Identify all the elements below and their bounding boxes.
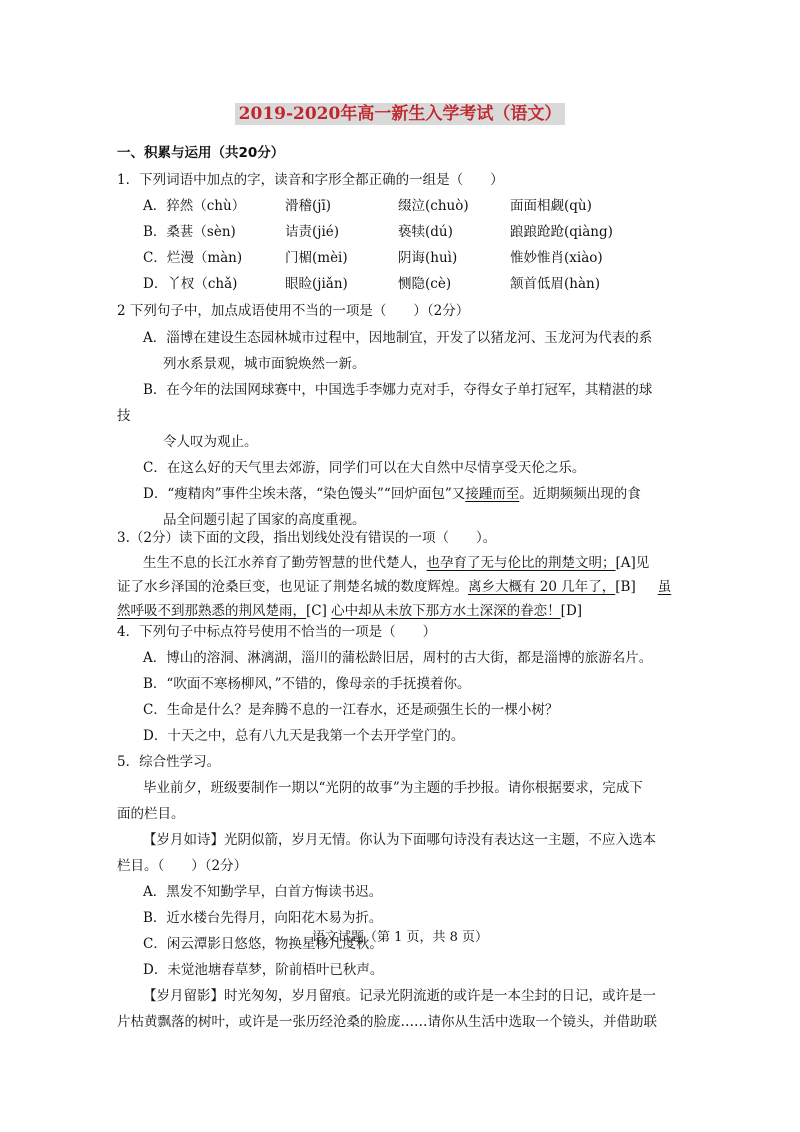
question-4-option-c: C．生命是什么？是奔腾不息的一江春水，还是顽强生长的一棵小树？ [143, 702, 559, 718]
question-5-option-a: A．黑发不知勤学早，白首方悔读书迟。 [143, 884, 383, 900]
question-5-subsection-2-cont: 片枯黄飘落的树叶，或许是一张历经沧桑的脸庞……请你从生活中选取一个镜头，并借助联 [117, 1014, 657, 1030]
question-4-option-a: A．博山的溶洞、淋漓湖，淄川的蒲松龄旧居，周村的古大街，都是淄博的旅游名片。 [143, 650, 653, 666]
question-1-option-c-item-4: 惟妙惟肖(xiào) [510, 250, 603, 266]
question-1-option-b-item-4: 踉踉跄跄(qiàng) [510, 224, 613, 240]
question-2-option-d: D．“瘦精肉”事件尘埃未落，“染色馒头”“回炉面包”又接踵而至。近期频频出现的食 [143, 486, 641, 502]
question-3-stem: 3.（2分）读下面的文段，指出划线处没有错误的一项（ ）。 [117, 530, 497, 546]
question-2-option-b-cont: 技 [117, 408, 131, 424]
underlined-segment-c-start: 虽 [657, 579, 672, 595]
question-5-stem: 5．综合性学习。 [117, 754, 221, 770]
question-1-option-d-item-1: D．丫杈（chǎ) [143, 276, 238, 292]
underlined-segment-c: 然呼吸不到那熟悉的荆风楚雨， [117, 603, 306, 619]
question-2-option-c: C．在这么好的天气里去郊游，同学们可以在大自然中尽情享受天伦之乐。 [143, 460, 586, 476]
question-5-subsection-1-cont: 栏目。（ ）（2分） [117, 858, 248, 874]
question-5-option-b: B．近水楼台先得月，向阳花木易为折。 [143, 910, 383, 926]
question-1-option-a-item-1: A．猝然（chù） [143, 198, 246, 214]
question-2-stem: 2 下列句子中，加点成语使用不当的一项是（ ）（2分） [117, 303, 470, 319]
question-5-intro: 毕业前夕，班级要制作一期以“光阴的故事”为主题的手抄报。请你根据要求，完成下 [143, 780, 643, 796]
question-5-option-c: C．闲云潭影日悠悠，物换星移几度秋。 [143, 936, 383, 952]
question-1-option-b-item-3: 亵犊(dú) [398, 224, 453, 240]
question-1-option-d-item-4: 颔首低眉(hàn) [510, 276, 600, 292]
question-5-subsection-1: 【岁月如诗】光阴似箭，岁月无情。你认为下面哪句诗没有表达这一主题，不应入选本 [143, 832, 656, 848]
question-1-option-a-item-4: 面面相觑(qù) [510, 198, 592, 214]
question-4-stem: 4．下列句子中标点符号使用不恰当的一项是（ ） [117, 624, 437, 640]
question-1-option-b-item-1: B．桑葚（sèn) [143, 224, 236, 240]
question-1-option-d-item-2: 眼睑(jiǎn) [285, 276, 348, 292]
question-1-option-c-item-3: 阴诲(huì) [398, 250, 458, 266]
question-1-option-a-item-2: 滑稽(jī) [285, 198, 332, 214]
question-5-subsection-2: 【岁月留影】时光匆匆，岁月留痕。记录光阴流逝的或许是一本尘封的日记，或许是一 [143, 988, 656, 1004]
question-2-option-b-cont2: 令人叹为观止。 [163, 434, 258, 450]
question-1-option-c-item-2: 门楣(mèi) [285, 250, 348, 266]
question-5-option-d: D．未觉池塘春草梦，阶前梧叶已秋声。 [143, 962, 384, 978]
question-1-stem: 1．下列词语中加点的字，读音和字形全都正确的一组是（ ） [117, 172, 504, 188]
underlined-idiom: 接踵而至 [465, 486, 520, 502]
underlined-segment-a: 也孕育了无与伦比的荆楚文明； [426, 555, 616, 571]
question-3-passage-line-1: 生生不息的长江水养育了勤劳智慧的世代楚人，也孕育了无与伦比的荆楚文明；[A]见 [143, 555, 650, 571]
question-1-option-b-item-2: 诘责(jié) [285, 224, 340, 240]
question-2-option-a-cont: 列水系景观，城市面貌焕然一新。 [163, 356, 366, 372]
question-1-option-a-item-3: 缀泣(chuò) [398, 198, 469, 214]
question-1-option-c-item-1: C．烂漫（màn) [143, 250, 243, 266]
question-2-option-a: A．淄博在建设生态园林城市过程中，因地制宜，开发了以猪龙河、玉龙河为代表的系 [143, 330, 653, 346]
question-1-option-d-item-3: 恻隐(cè) [398, 276, 452, 292]
question-4-option-d: D．十天之中，总有八九天是我第一个去开学堂门的。 [143, 728, 465, 744]
question-4-option-b: B．“吹面不寒杨柳风，”不错的，像母亲的手抚摸着你。 [143, 676, 471, 692]
page-title: 2019-2020年高一新生入学考试（语文） [0, 104, 800, 124]
page-footer: 语文试题（第 1 页，共 8 页） [311, 930, 489, 945]
question-3-passage-line-3: 然呼吸不到那熟悉的荆风楚雨，[C] 心中却从未放下那方水土深深的眷恋！[D] [117, 603, 583, 619]
question-3-passage-line-2: 证了水乡泽国的沧桑巨变，也见证了荆楚名城的数度辉煌。离乡大概有 20 几年了，[B] 虽 [117, 579, 672, 595]
question-5-intro-cont: 面的栏目。 [117, 806, 185, 822]
question-2-option-b: B．在今年的法国网球赛中，中国选手李娜力克对手，夺得女子单打冠军，其精湛的球 [143, 382, 653, 398]
underlined-segment-b: 离乡大概有 20 几年了， [468, 579, 616, 595]
underlined-segment-d: 心中却从未放下那方水土深深的眷恋！ [331, 603, 561, 619]
question-2-option-d-cont: 品全问题引起了国家的高度重视。 [163, 512, 366, 528]
section-heading: 一、积累与运用（共20分） [117, 145, 285, 161]
